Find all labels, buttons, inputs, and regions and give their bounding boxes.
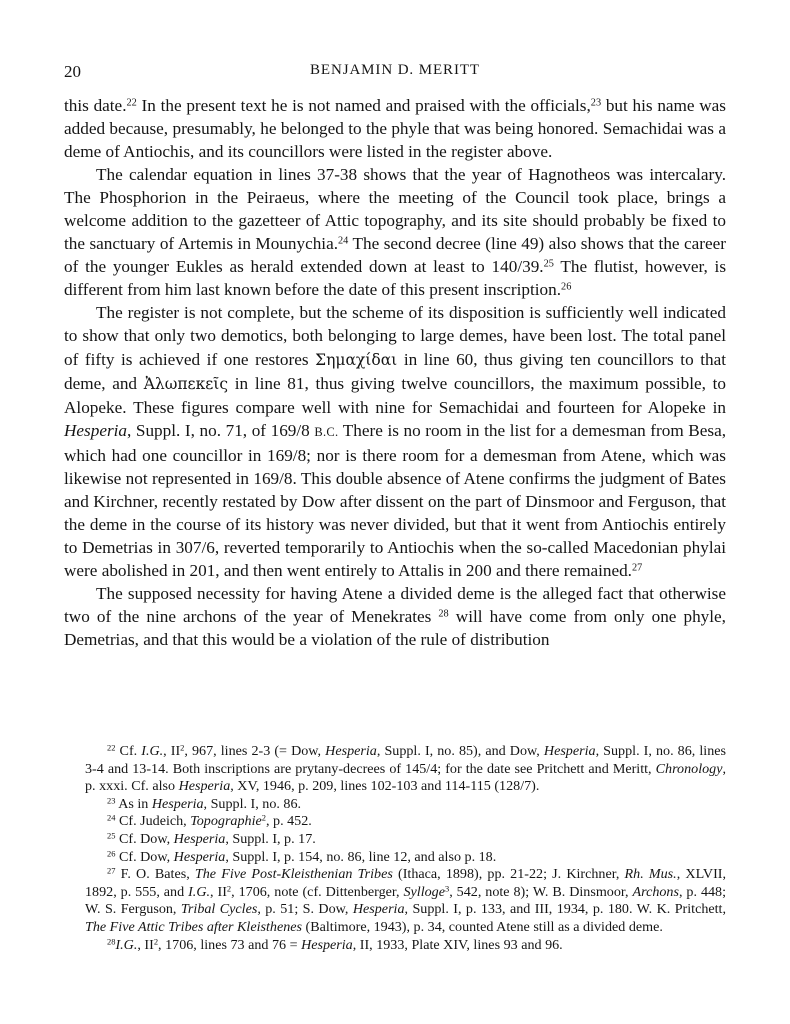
superscript: 2 [261,812,266,823]
text-run: , Suppl. I, no. 71, of 169/8 [127,420,315,440]
footnote-23 [63,796,726,814]
text-run: , Suppl. I, no. 85), and Dow, [376,743,544,759]
text-run: , p. 448; W. S. Ferguson, [85,883,727,918]
text-run: The supposed necessity for having Atene a divided deme is the alleged fact that otherwise two of the nine archons of the year of Menekrates [64,583,726,627]
superscript: 2 [226,883,232,894]
text-run: (Ithaca, 1898), pp. 21-22; J. Kirchner, [392,866,625,883]
text-run: F. O. Bates, [115,866,195,883]
italic-title: Chronology [655,760,723,777]
italic-title: Hesperia [173,830,226,847]
text-run: , Suppl. I, p. 133, and III, 1934, p. 180. W. K. Pritchett, [404,901,726,918]
footnote-mark: 28 [107,935,116,946]
text-run: , II [137,936,154,953]
text-run: Cf. Dow, [115,830,174,847]
text-run: , XLVII, 1892, p. 555, and [85,866,726,900]
text-run: , 1706, lines 73 and 76 = [158,936,302,953]
page-header [64,62,726,84]
italic-title: Hesperia [543,743,596,759]
text-run: this date. [64,96,127,115]
italic-title: Archons [632,883,679,900]
text-run: There is no room in the list for a demesman from Besa, which had one councillor in 169/8; nor is there room for a demesman from Atene, which was likewise not represented in 169/8. This double absence of Atene confirms the judgment of Bates and Kirchner, recently restated by Dow after dissent on the part of Dinsmoor and Ferguson, that the deme in the course of its history was never divided, but that it went from Antiochis entirely to Demetrias in 307/6, reverted temporarily to Antiochis when the so-called Macedonian phylai were abolished in 201, and then went entirely to Attalis in 200 and there remained. [64,420,726,580]
italic-title: Topographie [190,813,262,830]
italic-title: Hesperia [178,778,231,795]
text-run: , 967, lines 2-3 (= Dow, [184,743,326,759]
footnote-mark: 22 [107,742,116,753]
text-run: As in [115,795,152,812]
footnote-24 [63,813,726,831]
text-run: but his name was added because, presumably, he belonged to the phyle that was being honored. Semachidai was a deme of Antiochis, and its councillors were listed in the register above. [64,96,726,162]
text-run: , XV, 1946, p. 209, lines 102-103 and 114-115 (128/7). [230,778,540,795]
text-run: , Suppl. I, p. 154, no. 86, line 12, and also p. 18. [225,848,497,865]
footnote-ref-25: 25 [543,258,554,270]
italic-title: I.G. [141,743,164,759]
text-run: in line 81, thus giving twelve councillors, the maximum possible, to Alopeke. These figures compare well with nine for Semachidai and fourteen for Alopeke in [64,373,726,417]
text-run: (Baltimore, 1943), p. 34, counted Atene still as a divided deme. [302,918,663,935]
text-run: The calendar equation in lines 37-38 shows that the year of Hagnotheos was intercalary. The Phosphorion in the Peiraeus, where the meeting of the Council took place, brings a welcome addition to the gazetteer of Attic topography, and its site should probably be fixed to the sanctuary of Artemis in Mounychia. [64,165,726,254]
italic-title: The Five Attic Tribes after Kleisthenes [85,918,302,935]
paragraph-2 [64,163,726,301]
footnote-mark: 23 [107,795,116,806]
italic-title: Sylloge [403,883,445,900]
footnote-ref-27: 27 [631,562,643,574]
text-run: , II [210,883,227,900]
footnote-mark: 24 [107,812,116,823]
text-run: Cf. [115,743,142,759]
footnote-22 [63,743,726,796]
italic-title: The Five Post-Kleisthenian Tribes [194,866,393,883]
text-run: Cf. Judeich, [115,813,191,830]
text-run: , II, 1933, Plate XIV, lines 93 and 96. [352,936,563,953]
era-abbreviation: B.C. [314,424,339,439]
footnote-28 [63,937,726,955]
footnote-ref-23: 23 [590,97,602,109]
italic-title: I.G. [115,936,138,953]
text-run: Cf. Dow, [115,848,174,865]
text-run: The second decree (line 49) also shows that the career of the younger Eukles as herald extended down at least to 140/39. [64,234,726,277]
paragraph-3 [64,301,726,582]
paragraph-4 [64,582,726,651]
running-head: BENJAMIN D. MERITT [310,62,480,78]
text-run: , II [163,743,181,759]
footnote-27 [63,866,726,936]
italic-title: Hesperia [173,848,226,865]
greek-word: Σημαχίδαι [315,350,398,369]
italic-title: Hesperia [151,795,204,812]
footnotes [85,743,726,954]
text-run: will have come from only one phyle, Demetrias, and that this would be a violation of the rule of distribution [64,607,726,650]
footnote-ref-22: 22 [126,97,137,109]
italic-title: Rh. Mus. [624,866,677,883]
footnote-ref-28: 28 [438,608,449,620]
footnote-26 [63,849,726,867]
greek-word: Ἀλωπεκεῖς [143,374,229,393]
text-run: in line 60, thus giving ten councillors to that deme, and [64,349,726,393]
italic-title: Hesperia [352,901,405,918]
text-run: , 542, note 8); W. B. Dinsmoor, [449,883,633,900]
footnote-ref-26: 26 [561,281,572,293]
page-number: 20 [64,62,81,81]
footnote-mark: 25 [107,830,116,841]
italic-title: Tribal Cycles [180,901,258,918]
text-run: In the present text he is not named and praised with the officials, [136,96,591,115]
text-run: The flutist, however, is different from him last known before the date of this present inscription. [64,257,727,300]
body-text [64,94,726,651]
text-run: , p. 51; S. Dow, [257,901,353,918]
text-run: , 1706, note (cf. Dittenberger, [231,883,404,900]
footnote-25 [63,831,726,849]
paragraph-1 [64,94,726,163]
italic-title: I.G. [188,883,211,900]
italic-title: Hesperia [301,936,353,953]
footnote-mark: 26 [107,847,116,858]
footnote-mark: 27 [107,865,116,876]
superscript: 2 [153,935,159,946]
superscript: 3 [444,883,450,894]
text-run: , p. 452. [265,813,312,830]
text-run: , Suppl. I, p. 17. [225,830,316,847]
italic-title: Hesperia [325,743,377,759]
text-run: , Suppl. I, no. 86. [203,795,302,812]
footnote-ref-24: 24 [338,235,349,247]
italic-title: Hesperia [64,420,128,440]
text-run: The register is not complete, but the scheme of its disposition is sufficiently well indicated to show that only two demotics, both belonging to large demes, have been lost. The total panel of fifty is achieved if one restores [64,303,726,369]
superscript: 2 [180,742,185,753]
text-run: , Suppl. I, no. 86, lines 3-4 and 13-14. Both inscriptions are prytany-decrees of 145/4; for the date see Pritchett and Meritt, [85,743,726,777]
text-run: , p. xxxi. Cf. also [85,760,726,795]
